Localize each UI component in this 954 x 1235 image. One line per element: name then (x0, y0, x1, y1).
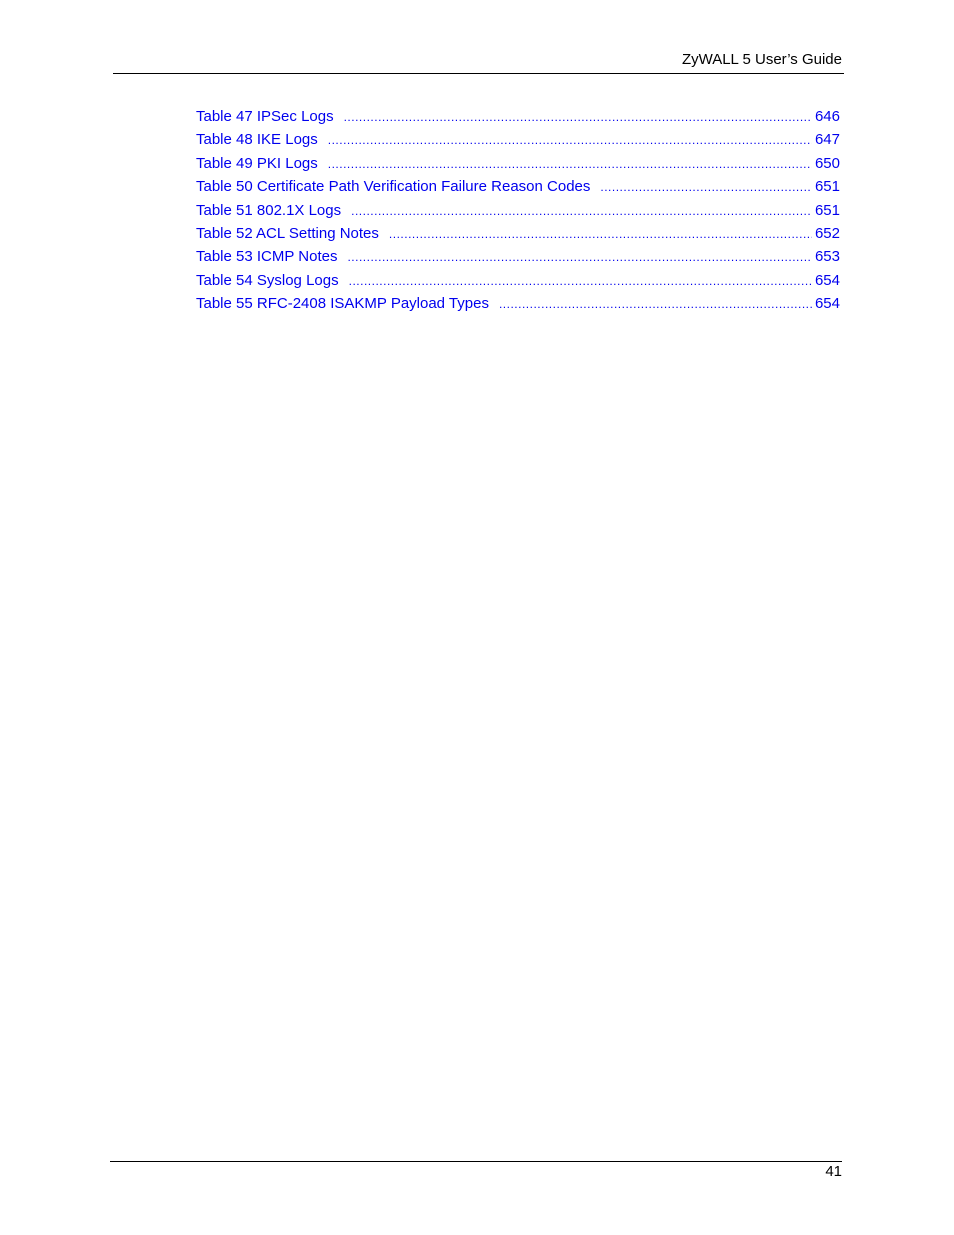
dot-leader (600, 176, 812, 199)
page-number: 41 (825, 1163, 842, 1180)
toc-entry-table-51[interactable] (196, 199, 840, 222)
toc-entry-table-55[interactable] (196, 292, 840, 315)
toc-entry-title[interactable]: Table 49 PKI Logs (196, 154, 318, 172)
toc-entry-page[interactable]: 650 (814, 154, 840, 172)
toc-entry-table-47[interactable] (196, 105, 840, 128)
toc-entry-table-52[interactable] (196, 222, 840, 245)
toc-entry-title[interactable]: Table 50 Certificate Path Verification Failure Reason Codes (196, 178, 591, 196)
toc-entry-table-54[interactable] (196, 269, 840, 292)
dot-leader (389, 223, 812, 246)
list-of-tables (196, 105, 840, 316)
toc-entry-title[interactable]: Table 51 802.1X Logs (196, 201, 342, 219)
dot-leader (499, 293, 812, 316)
toc-entry-page[interactable]: 653 (814, 248, 840, 266)
toc-entry-page[interactable]: 654 (814, 271, 840, 289)
dot-leader (347, 246, 812, 269)
toc-entry-title[interactable]: Table 52 ACL Setting Notes (196, 224, 379, 242)
toc-entry-table-50[interactable] (196, 175, 840, 198)
toc-entry-title[interactable]: Table 54 Syslog Logs (196, 271, 339, 289)
toc-entry-table-48[interactable] (196, 128, 840, 151)
dot-leader (328, 153, 812, 176)
dot-leader (328, 129, 812, 152)
toc-entry-title[interactable]: Table 47 IPSec Logs (196, 108, 334, 125)
toc-entry-page[interactable]: 651 (814, 178, 840, 196)
toc-entry-title[interactable]: Table 53 ICMP Notes (196, 248, 338, 266)
dot-leader (349, 270, 812, 293)
toc-entry-title[interactable]: Table 48 IKE Logs (196, 131, 318, 149)
dot-leader (344, 106, 812, 129)
dot-leader (351, 200, 812, 223)
toc-entry-page[interactable]: 654 (814, 295, 840, 313)
toc-entry-page[interactable]: 646 (814, 108, 840, 125)
toc-entry-table-49[interactable] (196, 152, 840, 175)
toc-entry-table-53[interactable] (196, 245, 840, 268)
toc-entry-title[interactable]: Table 55 RFC-2408 ISAKMP Payload Types (196, 295, 489, 313)
toc-entry-page[interactable]: 652 (814, 224, 840, 242)
guide-title: ZyWALL 5 User’s Guide (681, 51, 842, 68)
toc-entry-page[interactable]: 651 (814, 201, 840, 219)
header-rule (113, 73, 844, 74)
toc-entry-page[interactable]: 647 (814, 131, 840, 149)
footer-rule (110, 1161, 842, 1162)
